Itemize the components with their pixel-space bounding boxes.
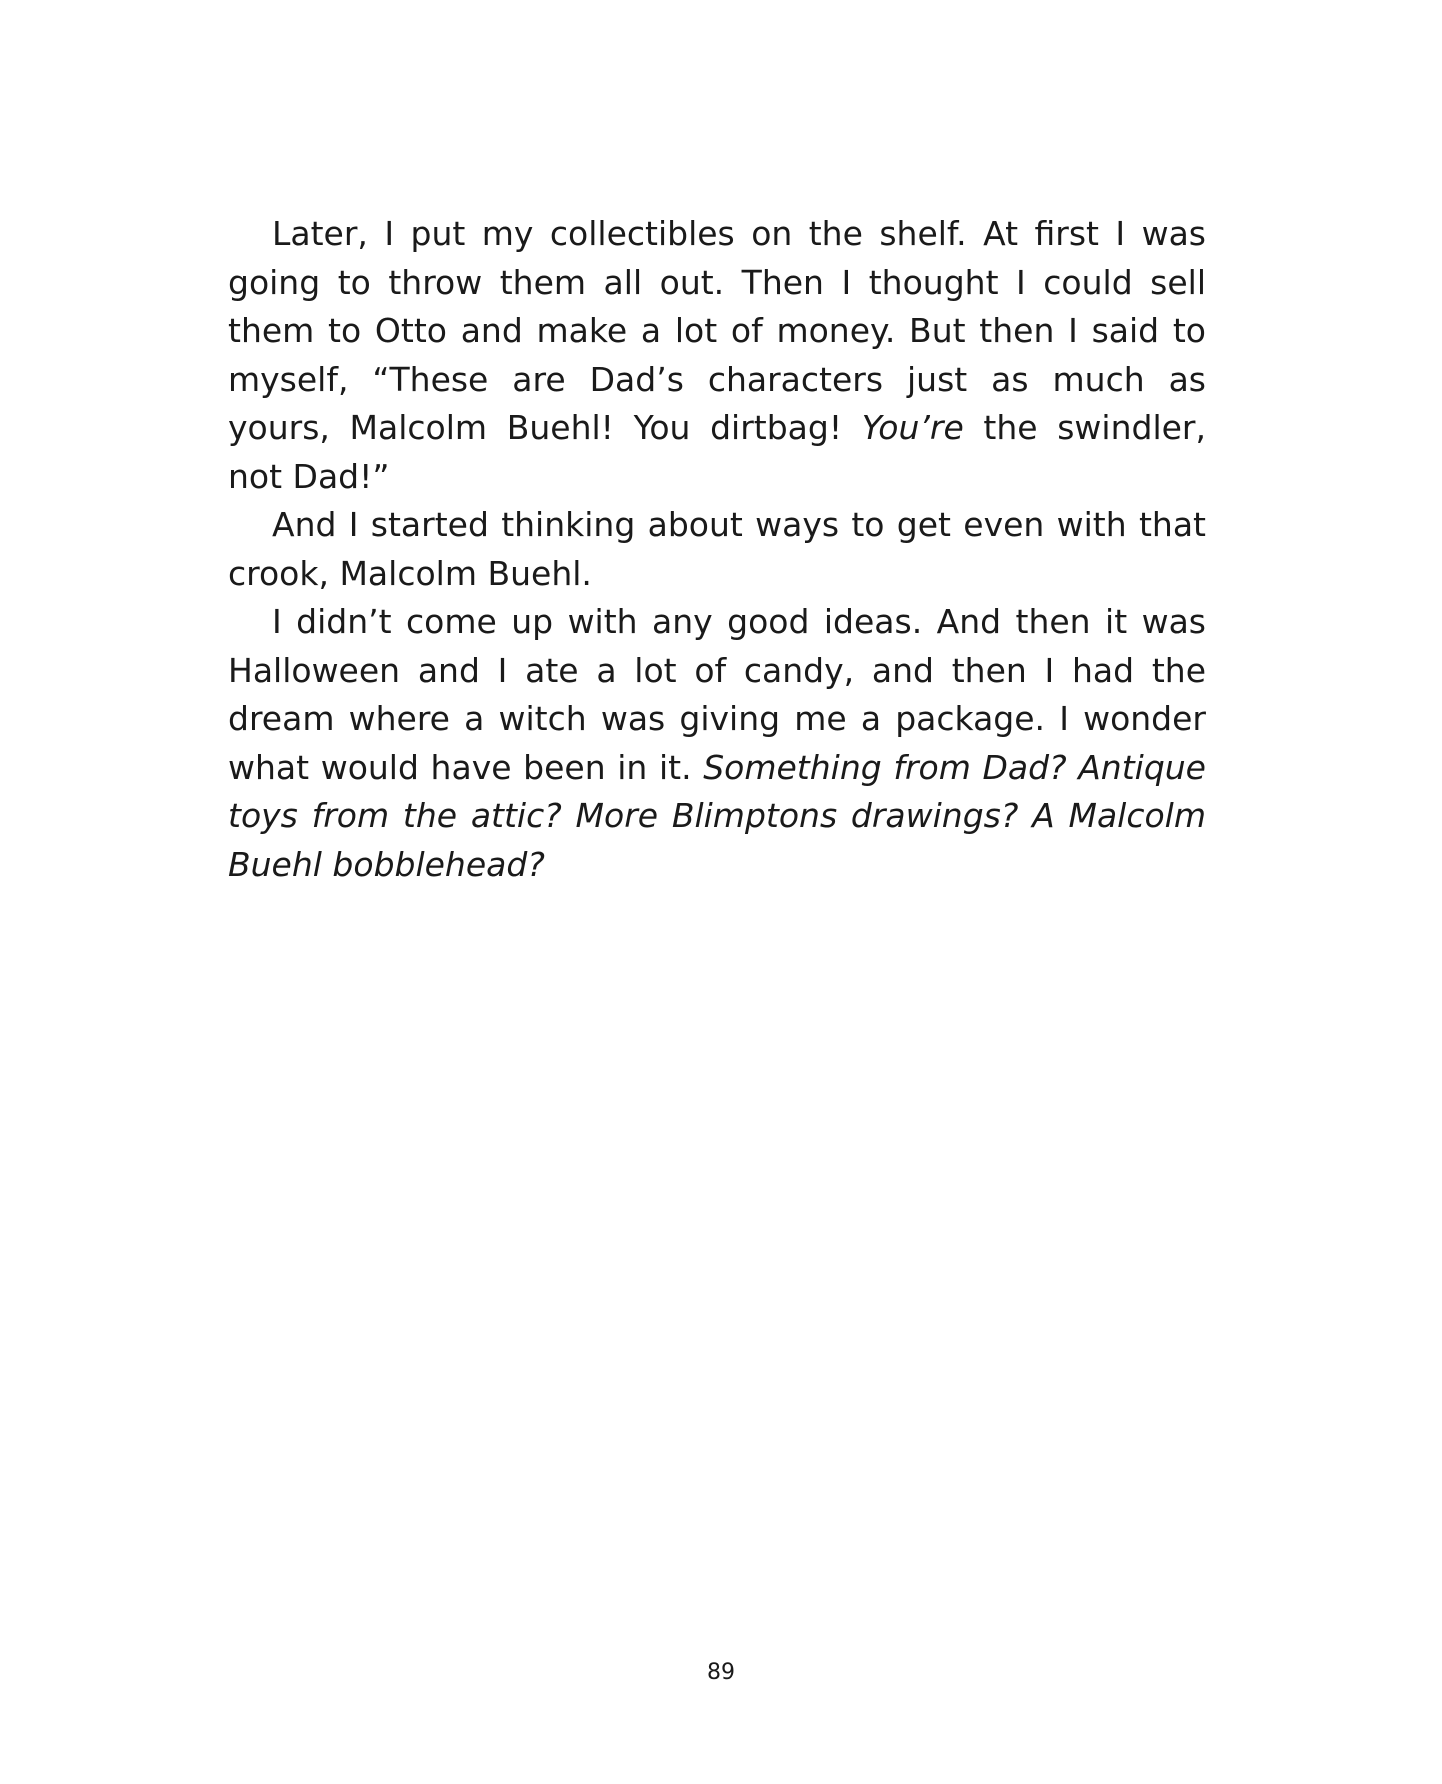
paragraph-1 — [228, 210, 1206, 501]
paragraph-3 — [228, 598, 1206, 889]
paragraph-1-emphasis: You’re — [861, 408, 964, 447]
paragraph-3-italic: Something from Dad? Antique toys from the attic? More Blimptons drawings? A Malcolm Buehl bobblehead? — [228, 747, 1206, 884]
paragraph-2 — [228, 501, 1206, 598]
paragraph-3-text: I didn’t come up with any good ideas. And then it was Halloween and I ate a lot of candy, and then I had the dream where a witch was giving me a package. I wonder what would have been in it. — [228, 602, 1206, 787]
paragraph-2-text: And I started thinking about ways to get even with that crook, Malcolm Buehl. — [228, 505, 1206, 593]
paragraph-1-text-start: Later, I put my collectibles on the shelf. At first I was going to throw them all out. Then I thought I could sell them to Otto and make a lot of money. But then I said to myself, “These are Dad’s characters just as much as yours, Malcolm Buehl! You dirtbag! — [228, 214, 1206, 447]
paragraph-1-text-end: the swindler, not Dad!” — [228, 408, 1206, 496]
page-number: 89 — [707, 1660, 735, 1685]
body-text — [228, 210, 1206, 889]
